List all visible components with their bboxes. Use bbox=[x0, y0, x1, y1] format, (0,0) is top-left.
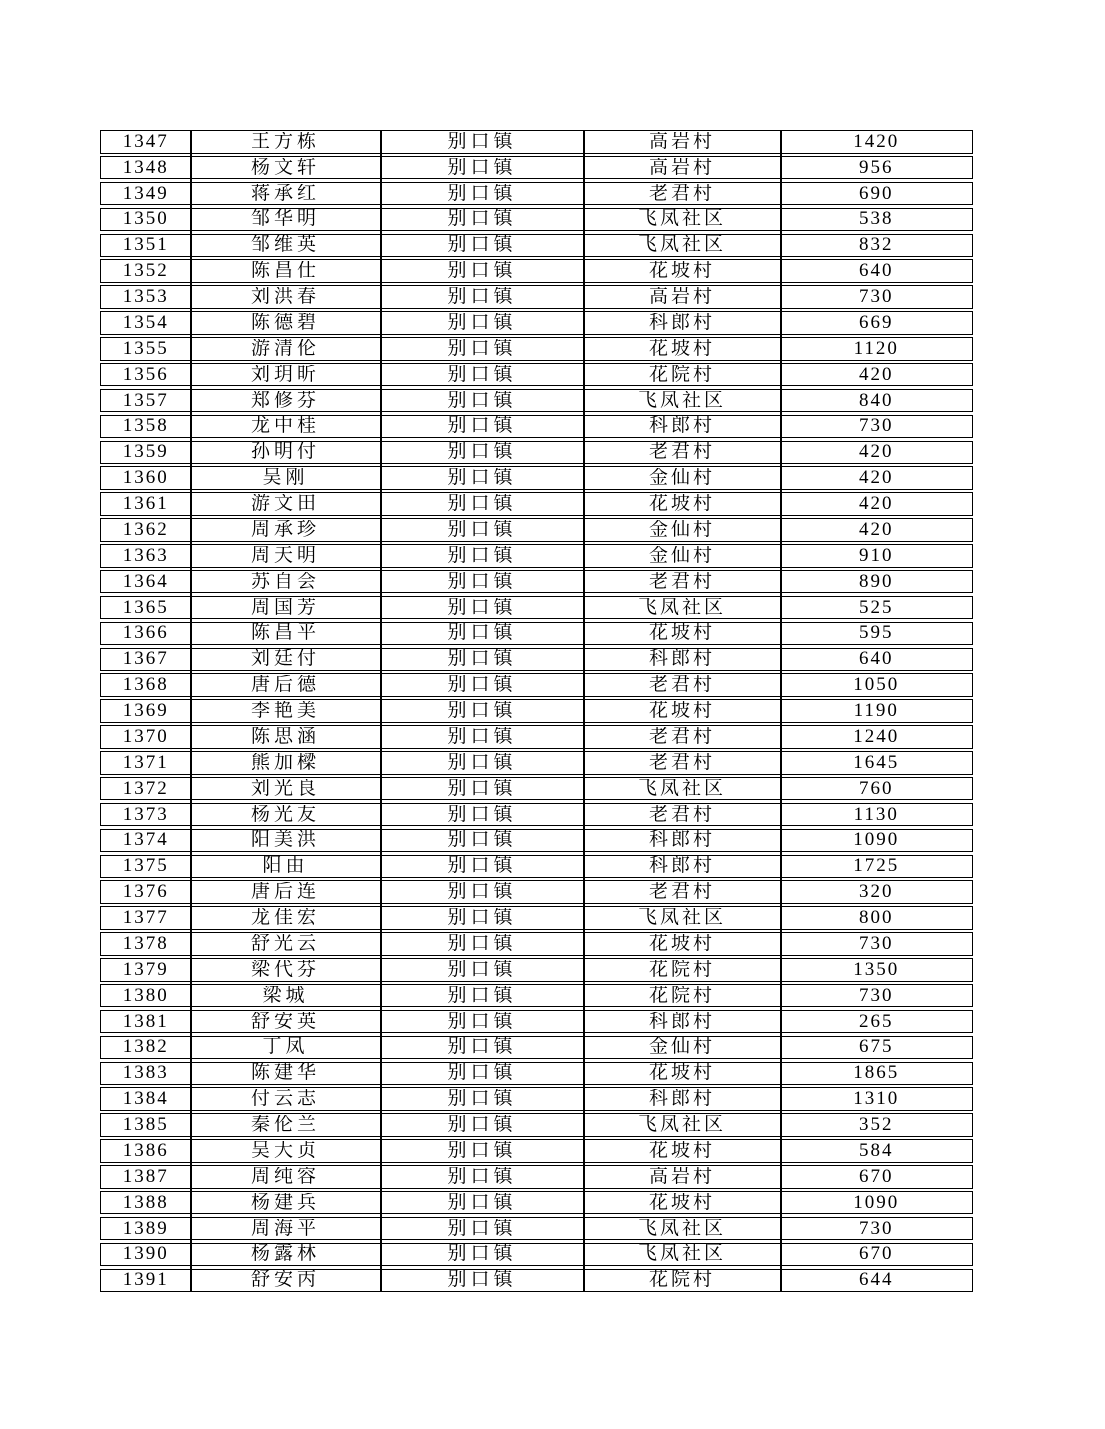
table-cell-village: 高岩村 bbox=[648, 157, 715, 178]
column-divider-line bbox=[583, 130, 585, 1291]
table-cell-amount: 352 bbox=[859, 1115, 894, 1135]
table-cell-name: 舒光云 bbox=[250, 933, 320, 954]
table-cell-town: 别口镇 bbox=[447, 494, 517, 514]
table-cell-serial: 1356 bbox=[122, 364, 169, 385]
table-cell-name: 苏自会 bbox=[250, 571, 320, 592]
table-cell-village: 老君村 bbox=[648, 726, 715, 747]
table-cell-name: 杨光友 bbox=[250, 804, 320, 825]
table-cell-amount: 1865 bbox=[853, 1063, 900, 1084]
table-cell-town: 别口镇 bbox=[447, 1011, 517, 1032]
table-cell-amount: 265 bbox=[859, 1011, 894, 1032]
table-cell-town: 别口镇 bbox=[447, 338, 517, 359]
table-cell-amount: 730 bbox=[859, 416, 894, 437]
table-cell-name: 蒋承红 bbox=[250, 183, 320, 204]
table-cell-village: 花坡村 bbox=[648, 338, 715, 359]
table-cell-village: 金仙村 bbox=[648, 468, 715, 489]
table-cell-name: 李艳美 bbox=[250, 701, 320, 721]
table-cell-village: 科郎村 bbox=[648, 856, 715, 877]
table-cell-amount: 1645 bbox=[853, 752, 900, 773]
table-cell-town: 别口镇 bbox=[447, 804, 517, 825]
table-cell-amount: 644 bbox=[859, 1270, 894, 1291]
table-cell-amount: 890 bbox=[859, 571, 894, 592]
table-cell-town: 别口镇 bbox=[447, 623, 517, 644]
table-cell-town: 别口镇 bbox=[447, 649, 517, 670]
table-cell-serial: 1364 bbox=[122, 571, 169, 592]
table-cell-town: 别口镇 bbox=[447, 390, 517, 411]
table-cell-name: 杨文轩 bbox=[250, 157, 320, 178]
table-cell-village: 飞凤社区 bbox=[637, 1244, 726, 1265]
table-cell-town: 别口镇 bbox=[447, 1166, 517, 1187]
table-cell-village: 飞凤社区 bbox=[637, 390, 726, 411]
table-cell-town: 别口镇 bbox=[447, 1270, 517, 1291]
table-cell-serial: 1377 bbox=[122, 908, 169, 928]
table-cell-town: 别口镇 bbox=[447, 726, 517, 747]
table-cell-village: 科郎村 bbox=[648, 1089, 715, 1110]
table-cell-village: 飞凤社区 bbox=[637, 908, 726, 928]
table-cell-village: 科郎村 bbox=[648, 416, 715, 437]
table-row bbox=[100, 234, 973, 258]
table-cell-serial: 1388 bbox=[122, 1192, 169, 1213]
table-row bbox=[100, 415, 973, 439]
table-cell-name: 吴大贞 bbox=[250, 1140, 320, 1161]
table-cell-serial: 1360 bbox=[122, 468, 169, 489]
table-cell-town: 别口镇 bbox=[447, 235, 517, 256]
table-cell-name: 陈德碧 bbox=[250, 312, 320, 333]
table-cell-amount: 1090 bbox=[853, 830, 900, 851]
table-cell-name: 杨建兵 bbox=[250, 1192, 320, 1213]
table-cell-serial: 1387 bbox=[122, 1166, 169, 1187]
table-row bbox=[100, 751, 973, 775]
table-cell-village: 花坡村 bbox=[648, 1063, 715, 1084]
table-cell-name: 阳由 bbox=[262, 856, 309, 877]
table-cell-town: 别口镇 bbox=[447, 778, 517, 799]
table-cell-village: 高岩村 bbox=[648, 131, 715, 152]
table-row bbox=[100, 1165, 973, 1189]
column-divider-line bbox=[190, 130, 192, 1291]
table-cell-amount: 1190 bbox=[853, 701, 899, 721]
table-cell-village: 飞凤社区 bbox=[637, 778, 726, 799]
table-cell-amount: 1725 bbox=[853, 856, 900, 877]
table-cell-serial: 1386 bbox=[122, 1140, 169, 1161]
table-cell-name: 龙佳宏 bbox=[250, 908, 320, 928]
table-cell-serial: 1362 bbox=[122, 519, 169, 540]
table-cell-amount: 670 bbox=[859, 1166, 894, 1187]
table-cell-amount: 1420 bbox=[853, 131, 900, 152]
table-cell-town: 别口镇 bbox=[447, 701, 517, 721]
table-cell-village: 飞凤社区 bbox=[637, 1218, 726, 1239]
table-cell-village: 花院村 bbox=[648, 1270, 715, 1291]
table-cell-amount: 595 bbox=[859, 623, 894, 644]
table-cell-town: 别口镇 bbox=[447, 131, 517, 152]
table-row bbox=[100, 544, 973, 568]
table-cell-amount: 840 bbox=[859, 390, 894, 411]
table-cell-serial: 1352 bbox=[122, 261, 169, 282]
table-row bbox=[100, 570, 973, 594]
table-cell-village: 花坡村 bbox=[648, 1192, 715, 1213]
table-row bbox=[100, 622, 973, 646]
table-cell-name: 游文田 bbox=[250, 494, 320, 514]
table-row bbox=[100, 130, 973, 154]
table-row bbox=[100, 441, 973, 465]
table-cell-serial: 1361 bbox=[122, 494, 169, 514]
table-cell-name: 陈昌平 bbox=[250, 623, 320, 644]
table-cell-serial: 1349 bbox=[122, 183, 169, 204]
table-cell-serial: 1370 bbox=[122, 726, 169, 747]
table-cell-town: 别口镇 bbox=[447, 442, 517, 463]
table-cell-name: 熊加樑 bbox=[250, 752, 320, 773]
table-cell-town: 别口镇 bbox=[447, 908, 517, 928]
table-cell-serial: 1369 bbox=[122, 701, 169, 721]
table-row bbox=[100, 208, 973, 232]
table-cell-town: 别口镇 bbox=[447, 287, 517, 307]
table-cell-amount: 956 bbox=[859, 157, 894, 178]
table-cell-town: 别口镇 bbox=[447, 830, 517, 851]
table-row bbox=[100, 311, 973, 335]
table-cell-amount: 538 bbox=[859, 209, 894, 230]
table-cell-name: 陈建华 bbox=[250, 1063, 320, 1084]
table-cell-village: 老君村 bbox=[648, 675, 715, 696]
table-cell-town: 别口镇 bbox=[447, 364, 517, 385]
table-row bbox=[100, 337, 973, 361]
table-cell-town: 别口镇 bbox=[447, 1037, 517, 1058]
table-cell-town: 别口镇 bbox=[447, 571, 517, 592]
table-cell-village: 飞凤社区 bbox=[637, 1115, 726, 1135]
table-cell-town: 别口镇 bbox=[447, 1063, 517, 1084]
table-cell-amount: 1130 bbox=[853, 804, 899, 825]
table-cell-name: 周天明 bbox=[250, 545, 320, 566]
table-cell-serial: 1391 bbox=[122, 1270, 169, 1291]
table-cell-name: 游清伦 bbox=[250, 338, 320, 359]
table-cell-name: 梁代芬 bbox=[250, 959, 320, 980]
table-cell-amount: 1120 bbox=[853, 338, 899, 359]
table-cell-amount: 730 bbox=[859, 287, 894, 307]
table-row bbox=[100, 880, 973, 904]
table-row bbox=[100, 492, 973, 516]
table-cell-village: 金仙村 bbox=[648, 545, 715, 566]
table-cell-serial: 1358 bbox=[122, 416, 169, 437]
table-cell-name: 龙中桂 bbox=[250, 416, 320, 437]
table-cell-serial: 1350 bbox=[122, 209, 169, 230]
table-cell-village: 花坡村 bbox=[648, 494, 715, 514]
table-cell-name: 唐后德 bbox=[250, 675, 320, 696]
table-cell-town: 别口镇 bbox=[447, 959, 517, 980]
table-row bbox=[100, 648, 973, 672]
table-cell-village: 飞凤社区 bbox=[637, 209, 726, 230]
table-cell-serial: 1351 bbox=[122, 235, 169, 256]
table-cell-serial: 1381 bbox=[122, 1011, 169, 1032]
table-cell-serial: 1355 bbox=[122, 338, 169, 359]
table-cell-amount: 690 bbox=[859, 183, 894, 204]
table-cell-amount: 420 bbox=[859, 442, 894, 463]
table-cell-town: 别口镇 bbox=[447, 312, 517, 333]
table-cell-amount: 525 bbox=[859, 597, 894, 618]
table-cell-serial: 1382 bbox=[122, 1037, 169, 1058]
table-row bbox=[100, 803, 973, 827]
table-cell-name: 周纯容 bbox=[250, 1166, 320, 1187]
table-cell-village: 老君村 bbox=[648, 804, 715, 825]
table-cell-amount: 640 bbox=[859, 649, 894, 670]
table-cell-serial: 1390 bbox=[122, 1244, 169, 1265]
table-cell-town: 别口镇 bbox=[447, 1244, 517, 1265]
table-cell-serial: 1383 bbox=[122, 1063, 169, 1084]
table-cell-village: 飞凤社区 bbox=[637, 597, 726, 618]
table-row bbox=[100, 1062, 973, 1086]
table-cell-amount: 1090 bbox=[853, 1192, 900, 1213]
table-cell-name: 邹维英 bbox=[250, 235, 320, 256]
table-cell-town: 别口镇 bbox=[447, 183, 517, 204]
table-cell-amount: 420 bbox=[859, 364, 894, 385]
table-row bbox=[100, 1139, 973, 1163]
table-cell-town: 别口镇 bbox=[447, 545, 517, 566]
table-cell-serial: 1359 bbox=[122, 442, 169, 463]
table-cell-serial: 1379 bbox=[122, 959, 169, 980]
table-cell-village: 花坡村 bbox=[648, 701, 715, 721]
table-row bbox=[100, 182, 973, 206]
table-cell-serial: 1363 bbox=[122, 545, 169, 566]
table-cell-village: 老君村 bbox=[648, 571, 715, 592]
table-row bbox=[100, 1217, 973, 1241]
table-row bbox=[100, 932, 973, 956]
table-cell-serial: 1378 bbox=[122, 933, 169, 954]
table-cell-serial: 1380 bbox=[122, 985, 169, 1006]
table-cell-amount: 1310 bbox=[853, 1089, 900, 1110]
table-cell-town: 别口镇 bbox=[447, 1115, 517, 1135]
table-cell-village: 科郎村 bbox=[648, 312, 715, 333]
table-row bbox=[100, 518, 973, 542]
table-cell-town: 别口镇 bbox=[447, 882, 517, 903]
table-cell-name: 王方栋 bbox=[250, 131, 320, 152]
table-cell-name: 梁城 bbox=[262, 985, 309, 1006]
table-cell-name: 周承珍 bbox=[250, 519, 320, 540]
table-cell-town: 别口镇 bbox=[447, 597, 517, 618]
table-cell-village: 金仙村 bbox=[648, 519, 715, 540]
table-cell-village: 科郎村 bbox=[648, 649, 715, 670]
table-row bbox=[100, 855, 973, 879]
table-cell-amount: 420 bbox=[859, 494, 894, 514]
table-cell-amount: 1350 bbox=[853, 959, 900, 980]
table-cell-serial: 1385 bbox=[122, 1115, 169, 1135]
table-row bbox=[100, 596, 973, 620]
table-cell-name: 陈昌仕 bbox=[250, 261, 320, 282]
table-cell-name: 舒安英 bbox=[250, 1011, 320, 1032]
table-cell-town: 别口镇 bbox=[447, 933, 517, 954]
table-row bbox=[100, 1191, 973, 1215]
table-row bbox=[100, 984, 973, 1008]
table-cell-village: 飞凤社区 bbox=[637, 235, 726, 256]
table-cell-town: 别口镇 bbox=[447, 468, 517, 489]
table-cell-town: 别口镇 bbox=[447, 985, 517, 1006]
table-cell-serial: 1371 bbox=[122, 752, 169, 773]
table-row bbox=[100, 1087, 973, 1111]
table-cell-amount: 584 bbox=[859, 1140, 894, 1161]
table-row bbox=[100, 1113, 973, 1137]
table-cell-amount: 320 bbox=[859, 882, 894, 903]
table-cell-serial: 1375 bbox=[122, 856, 169, 877]
table-cell-serial: 1367 bbox=[122, 649, 169, 670]
table-cell-name: 秦伦兰 bbox=[250, 1115, 320, 1135]
table-cell-name: 刘光良 bbox=[250, 778, 320, 799]
table-cell-name: 付云志 bbox=[250, 1089, 320, 1110]
table-cell-serial: 1353 bbox=[122, 287, 169, 307]
table-cell-name: 邹华明 bbox=[250, 209, 320, 230]
table-cell-serial: 1368 bbox=[122, 675, 169, 696]
table-row bbox=[100, 285, 973, 309]
table-cell-amount: 730 bbox=[859, 985, 894, 1006]
table-cell-village: 高岩村 bbox=[648, 287, 715, 307]
table-cell-town: 别口镇 bbox=[447, 416, 517, 437]
table-cell-village: 花院村 bbox=[648, 985, 715, 1006]
table-cell-serial: 1374 bbox=[122, 830, 169, 851]
table-cell-serial: 1384 bbox=[122, 1089, 169, 1110]
table-cell-name: 陈思涵 bbox=[250, 726, 320, 747]
table-cell-serial: 1389 bbox=[122, 1218, 169, 1239]
table-cell-serial: 1347 bbox=[122, 131, 169, 152]
table-cell-town: 别口镇 bbox=[447, 1192, 517, 1213]
table-row bbox=[100, 1036, 973, 1060]
table-row bbox=[100, 1243, 973, 1267]
table-cell-town: 别口镇 bbox=[447, 261, 517, 282]
table-row bbox=[100, 363, 973, 387]
table-cell-village: 老君村 bbox=[648, 882, 715, 903]
table-cell-village: 花坡村 bbox=[648, 933, 715, 954]
table-row bbox=[100, 466, 973, 490]
table-cell-serial: 1348 bbox=[122, 157, 169, 178]
table-row bbox=[100, 829, 973, 853]
table-cell-amount: 1240 bbox=[853, 726, 900, 747]
table-row bbox=[100, 259, 973, 283]
table-cell-amount: 670 bbox=[859, 1244, 894, 1265]
table-cell-town: 别口镇 bbox=[447, 1218, 517, 1239]
table-cell-village: 花坡村 bbox=[648, 1140, 715, 1161]
table-cell-town: 别口镇 bbox=[447, 519, 517, 540]
table-cell-serial: 1354 bbox=[122, 312, 169, 333]
table-cell-amount: 1050 bbox=[853, 675, 900, 696]
table-cell-name: 周国芳 bbox=[250, 597, 320, 618]
table-cell-name: 丁凤 bbox=[262, 1037, 309, 1058]
table-cell-village: 金仙村 bbox=[648, 1037, 715, 1058]
table-row bbox=[100, 389, 973, 413]
table-cell-town: 别口镇 bbox=[447, 1140, 517, 1161]
table-cell-village: 老君村 bbox=[648, 442, 715, 463]
table-cell-amount: 800 bbox=[859, 908, 894, 928]
table-cell-town: 别口镇 bbox=[447, 157, 517, 178]
table-cell-amount: 760 bbox=[859, 778, 894, 799]
table-cell-town: 别口镇 bbox=[447, 675, 517, 696]
table-cell-amount: 675 bbox=[859, 1037, 894, 1058]
table-cell-village: 科郎村 bbox=[648, 830, 715, 851]
table-cell-amount: 420 bbox=[859, 519, 894, 540]
table-cell-name: 吴刚 bbox=[262, 468, 309, 489]
table-cell-village: 科郎村 bbox=[648, 1011, 715, 1032]
table-cell-town: 别口镇 bbox=[447, 856, 517, 877]
table-cell-serial: 1365 bbox=[122, 597, 169, 618]
table-cell-name: 周海平 bbox=[250, 1218, 320, 1239]
table-cell-serial: 1373 bbox=[122, 804, 169, 825]
table-cell-town: 别口镇 bbox=[447, 752, 517, 773]
table-cell-name: 刘玥昕 bbox=[250, 364, 320, 385]
table-cell-town: 别口镇 bbox=[447, 209, 517, 230]
table-cell-serial: 1357 bbox=[122, 390, 169, 411]
table-row bbox=[100, 673, 973, 697]
table-row bbox=[100, 777, 973, 801]
table-cell-serial: 1376 bbox=[122, 882, 169, 903]
table-cell-amount: 730 bbox=[859, 933, 894, 954]
table-cell-amount: 669 bbox=[859, 312, 894, 333]
table-cell-amount: 420 bbox=[859, 468, 894, 489]
table-cell-name: 刘洪春 bbox=[250, 287, 320, 307]
table-cell-name: 刘廷付 bbox=[250, 649, 320, 670]
table-cell-village: 老君村 bbox=[648, 183, 715, 204]
table-cell-name: 唐后连 bbox=[250, 882, 320, 903]
table-cell-serial: 1372 bbox=[122, 778, 169, 799]
table-row bbox=[100, 958, 973, 982]
table-cell-name: 郑修芬 bbox=[250, 390, 320, 411]
table-cell-amount: 832 bbox=[859, 235, 894, 256]
table-cell-amount: 640 bbox=[859, 261, 894, 282]
table-row bbox=[100, 156, 973, 180]
table-cell-village: 老君村 bbox=[648, 752, 715, 773]
data-table bbox=[100, 130, 973, 1293]
table-cell-town: 别口镇 bbox=[447, 1089, 517, 1110]
table-cell-name: 阳美洪 bbox=[250, 830, 320, 851]
table-cell-amount: 730 bbox=[859, 1218, 894, 1239]
table-row bbox=[100, 1010, 973, 1034]
table-cell-name: 杨露林 bbox=[250, 1244, 320, 1265]
table-cell-village: 花坡村 bbox=[648, 261, 715, 282]
table-cell-serial: 1366 bbox=[122, 623, 169, 644]
table-cell-village: 花坡村 bbox=[648, 623, 715, 644]
table-row bbox=[100, 699, 973, 723]
column-divider-line bbox=[780, 130, 782, 1291]
table-row bbox=[100, 725, 973, 749]
table-cell-village: 花院村 bbox=[648, 959, 715, 980]
table-row bbox=[100, 1269, 973, 1293]
table-cell-village: 高岩村 bbox=[648, 1166, 715, 1187]
table-row bbox=[100, 906, 973, 930]
table-cell-amount: 910 bbox=[859, 545, 894, 566]
table-cell-name: 孙明付 bbox=[250, 442, 320, 463]
table-cell-name: 舒安丙 bbox=[250, 1270, 320, 1291]
column-divider-line bbox=[380, 130, 382, 1291]
table-cell-village: 花院村 bbox=[648, 364, 715, 385]
